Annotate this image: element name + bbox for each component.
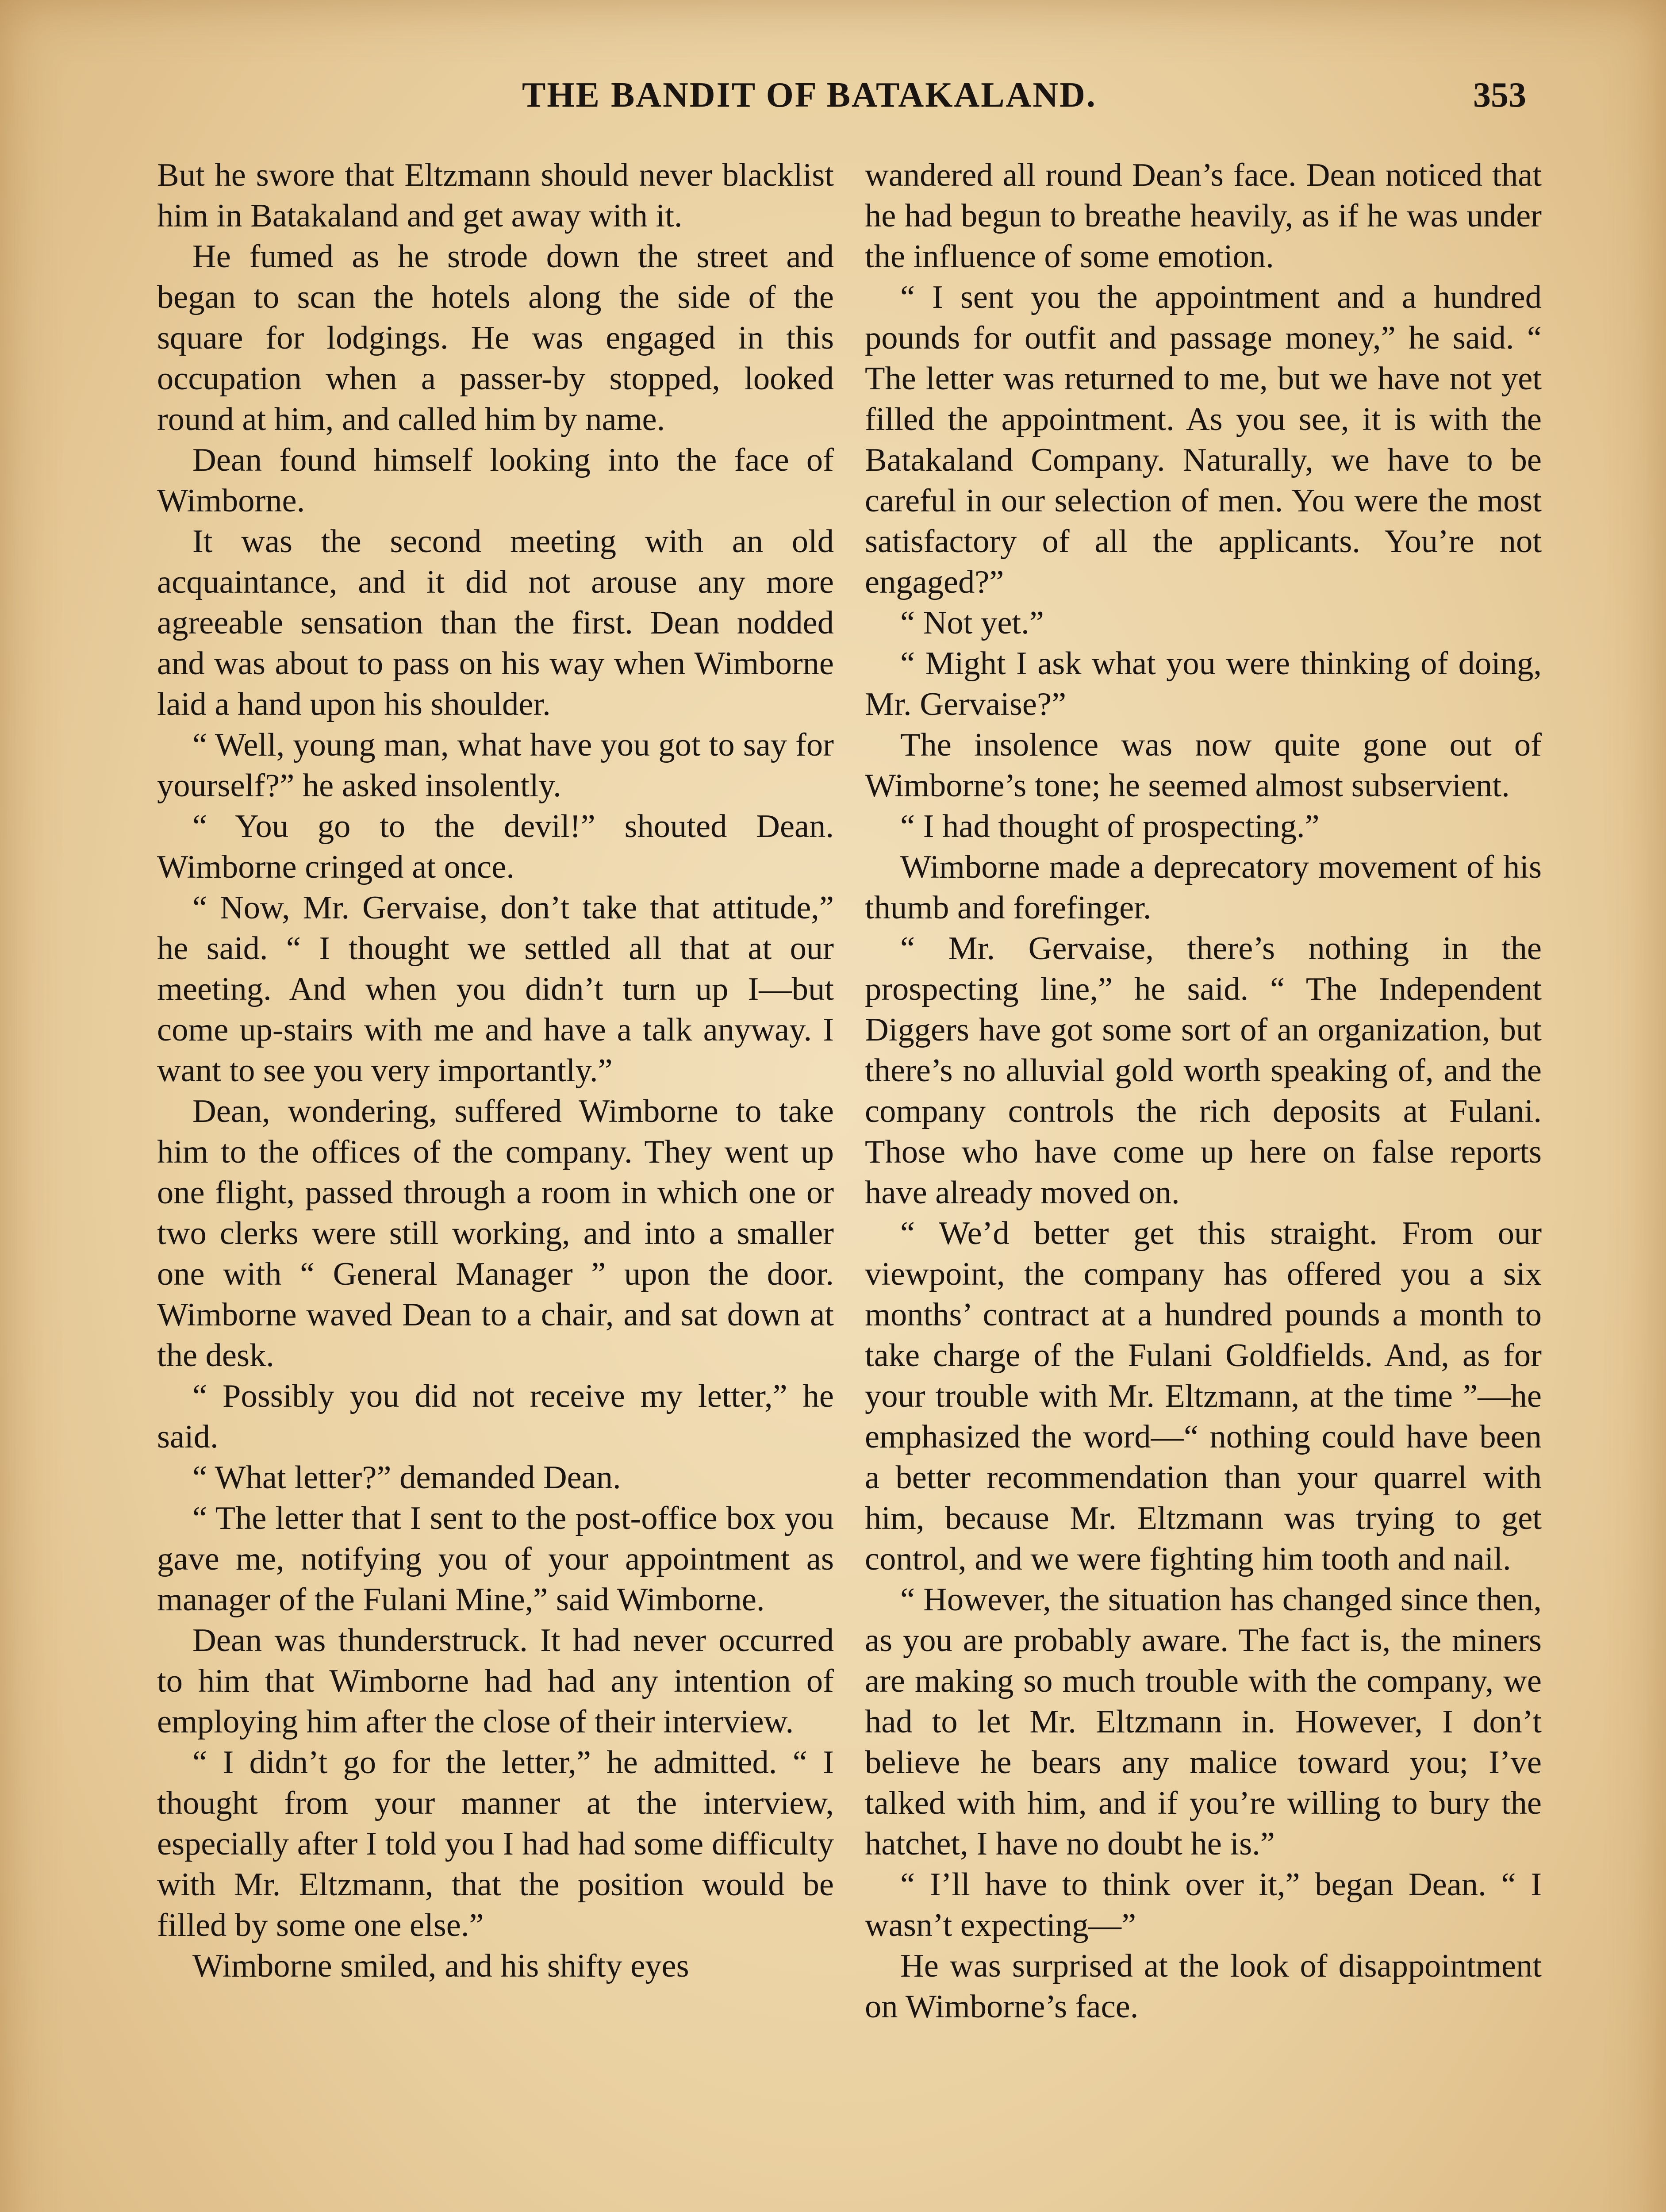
paragraph: Dean found himself looking into the face of Wimborne. (157, 442, 834, 519)
paragraph: “ Possibly you did not receive my letter,” he said. (157, 1378, 834, 1455)
page-number: 353 (1473, 76, 1526, 115)
paragraph: “ What letter?” demanded Dean. (192, 1459, 621, 1496)
running-head-title: THE BANDIT OF BATAKALAND. (522, 76, 1097, 115)
paragraph: The insolence was now quite gone out of Wimborne’s tone; he seemed almost subservient. (865, 727, 1542, 804)
paragraph: “ Mr. Gervaise, there’s nothing in the prospecting line,” he said. “ The Independent Diggers have got some sort of an organization, but there’s no alluvial gold worth speaking of, and the company controls the rich deposits at Fulani. Those who have come up here on false reports have already moved on. (865, 930, 1542, 1211)
paragraph: Wimborne smiled, and his shifty eyes (192, 1948, 689, 1984)
paragraph: “ Might I ask what you were thinking of doing, Mr. Gervaise?” (865, 645, 1542, 722)
paragraph: It was the second meeting with an old acquaintance, and it did not arouse any more agreeable sensation than the first. Dean nodded and was about to pass on his way when Wimborne laid a hand upon his shoulder. (157, 523, 834, 722)
paragraph: “ You go to the devil!” shouted Dean. Wimborne cringed at once. (157, 808, 834, 885)
paragraph: “ Now, Mr. Gervaise, don’t take that attitude,” he said. “ I thought we settled all that at our meeting. And when you didn’t turn up I—but come up-stairs with me and have a talk anyway. I want to see you very importantly.” (157, 890, 834, 1089)
paragraph: He was surprised at the look of disappointment on Wimborne’s face. (865, 1948, 1542, 2025)
right-column (865, 155, 1542, 2027)
paragraph: “ We’d better get this straight. From our viewpoint, the company has offered you a six months’ contract at a hundred pounds a month to take charge of the Fulani Goldfields. And, as for your trouble with Mr. Eltzmann, at the time ”—he emphasized the word—“ nothing could have been a better recommendation than your quarrel with him, because Mr. Eltzmann was trying to get control, and we were fighting him tooth and nail. (865, 1215, 1542, 1577)
paragraph: “ However, the situation has changed since then, as you are probably aware. The fact is, the miners are making so much trouble with the company, we had to let Mr. Eltzmann in. However, I don’t believe he bears any malice toward you; I’ve talked with him, and if you’re willing to bury the hatchet, I have no doubt he is.” (865, 1582, 1542, 1862)
paragraph: Dean, wondering, suffered Wimborne to take him to the offices of the company. They went up one flight, passed through a room in which one or two clerks were still working, and into a smaller one with “ General Manager ” upon the door. Wimborne waved Dean to a chair, and sat down at the desk. (157, 1093, 834, 1374)
left-column (157, 155, 834, 1986)
paragraph: Dean was thunderstruck. It had never occurred to him that Wimborne had had any intention of employing him after the close of their interview. (157, 1622, 834, 1740)
paragraph: “ The letter that I sent to the post-office box you gave me, notifying you of your appointment as manager of the Fulani Mine,” said Wimborne. (157, 1500, 834, 1618)
paragraph: “ Not yet.” (900, 605, 1044, 641)
paragraph: He fumed as he strode down the street and began to scan the hotels along the side of the square for lodgings. He was engaged in this occupation when a passer-by stopped, looked round at him, and called him by name. (157, 238, 834, 438)
paragraph: “ Well, young man, what have you got to say for yourself?” he asked insolently. (157, 727, 834, 804)
paragraph: Wimborne made a deprecatory movement of his thumb and forefinger. (865, 849, 1542, 926)
paragraph: “ I sent you the appointment and a hundred pounds for outfit and passage money,” he said. “ The letter was returned to me, but we have not yet filled the appointment. As you see, it is with the Batakaland Company. Naturally, we have to be careful in our selection of men. You were the most satisfactory of all the applicants. You’re not engaged?” (865, 279, 1542, 600)
paragraph: “ I had thought of prospecting.” (900, 808, 1320, 845)
paragraph: “ I’ll have to think over it,” began Dean. “ I wasn’t expecting—” (865, 1866, 1542, 1943)
paragraph: “ I didn’t go for the letter,” he admitted. “ I thought from your manner at the interview, especially after I told you I had had some difficulty with Mr. Eltzmann, that the position would be filled by some one else.” (157, 1744, 834, 1943)
paragraph: wandered all round Dean’s face. Dean noticed that he had begun to breathe heavily, as if he was under the influence of some emotion. (865, 157, 1542, 275)
paragraph: But he swore that Eltzmann should never blacklist him in Batakaland and get away with it. (157, 157, 834, 234)
